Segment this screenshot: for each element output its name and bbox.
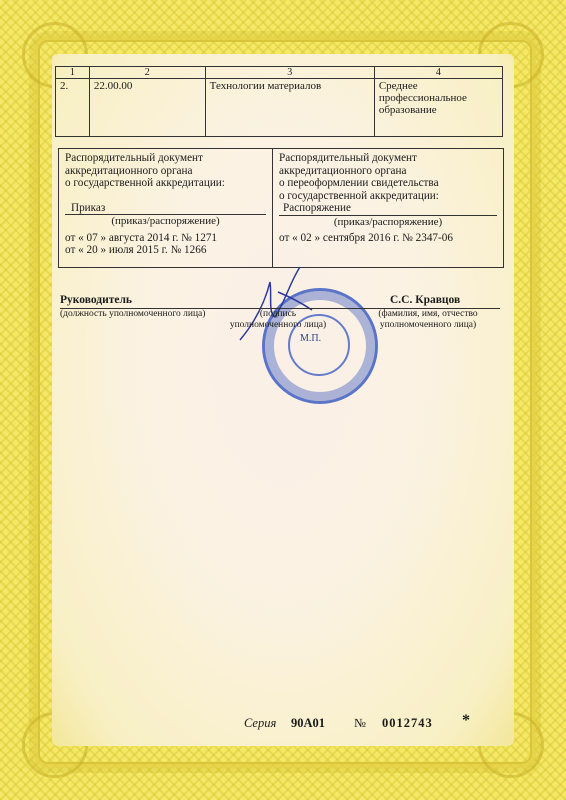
acc-right-date-1: от « 02 » сентября 2016 г. № 2347-06 <box>279 232 453 244</box>
signer-name: С.С. Кравцов <box>390 294 461 306</box>
row-program-name: Технологии материалов <box>205 79 374 137</box>
signature-caption <box>218 309 338 331</box>
acc-right-title-3: о переоформлении свидетельства <box>279 177 439 189</box>
acc-left-doc-type: Приказ <box>65 202 266 216</box>
acc-right-doc-caption: (приказ/распоряжение) <box>333 215 443 228</box>
acc-right-title-2: аккредитационного органа <box>279 164 407 177</box>
name-caption-line-1: (фамилия, имя, отчество <box>378 309 478 319</box>
table-row <box>56 79 503 137</box>
name-caption <box>368 309 488 331</box>
acc-right-title-1: Распорядительный документ <box>279 152 417 164</box>
accreditation-left <box>59 149 273 267</box>
number-value: 0012743 <box>382 716 433 730</box>
signature-caption-line-2: уполномоченного лица) <box>229 320 327 330</box>
signer-position: Руководитель <box>60 294 132 306</box>
col-header-2: 2 <box>89 67 205 79</box>
star-mark: * <box>462 712 470 729</box>
handwritten-signature <box>230 262 320 352</box>
row-code: 22.00.00 <box>89 79 205 137</box>
signature-caption-line-1: (подпись <box>259 309 297 319</box>
accreditation-right <box>273 149 503 267</box>
acc-right-doc-type: Распоряжение <box>279 202 497 216</box>
col-header-4: 4 <box>374 67 502 79</box>
acc-left-title-3: о государственной аккредитации: <box>65 177 225 189</box>
row-education-level: Среднее профессиональное образование <box>374 79 502 137</box>
row-number: 2. <box>56 79 90 137</box>
seal-mark: М.П. <box>300 333 322 344</box>
accreditation-box <box>58 148 504 268</box>
col-header-1: 1 <box>56 67 90 79</box>
name-caption-line-2: уполномоченного лица) <box>379 320 477 330</box>
number-label: № <box>354 716 366 730</box>
acc-left-doc-caption: (приказ/распоряжение) <box>111 215 220 227</box>
acc-left-date-1: от « 07 » августа 2014 г. № 1271 <box>65 231 218 244</box>
acc-left-title-2: аккредитационного органа <box>65 164 193 177</box>
col-header-3: 3 <box>205 67 374 79</box>
table-header-row <box>56 67 503 79</box>
programs-table <box>55 66 503 137</box>
position-caption: (должность уполномоченного лица) <box>60 309 206 319</box>
series-label: Серия <box>244 716 277 730</box>
acc-right-title-4: о государственной аккредитации: <box>279 189 439 202</box>
acc-left-title-1: Распорядительный документ <box>65 152 203 164</box>
acc-left-date-2: от « 20 » июля 2015 г. № 1266 <box>65 244 207 256</box>
series-value: 90А01 <box>291 716 326 730</box>
